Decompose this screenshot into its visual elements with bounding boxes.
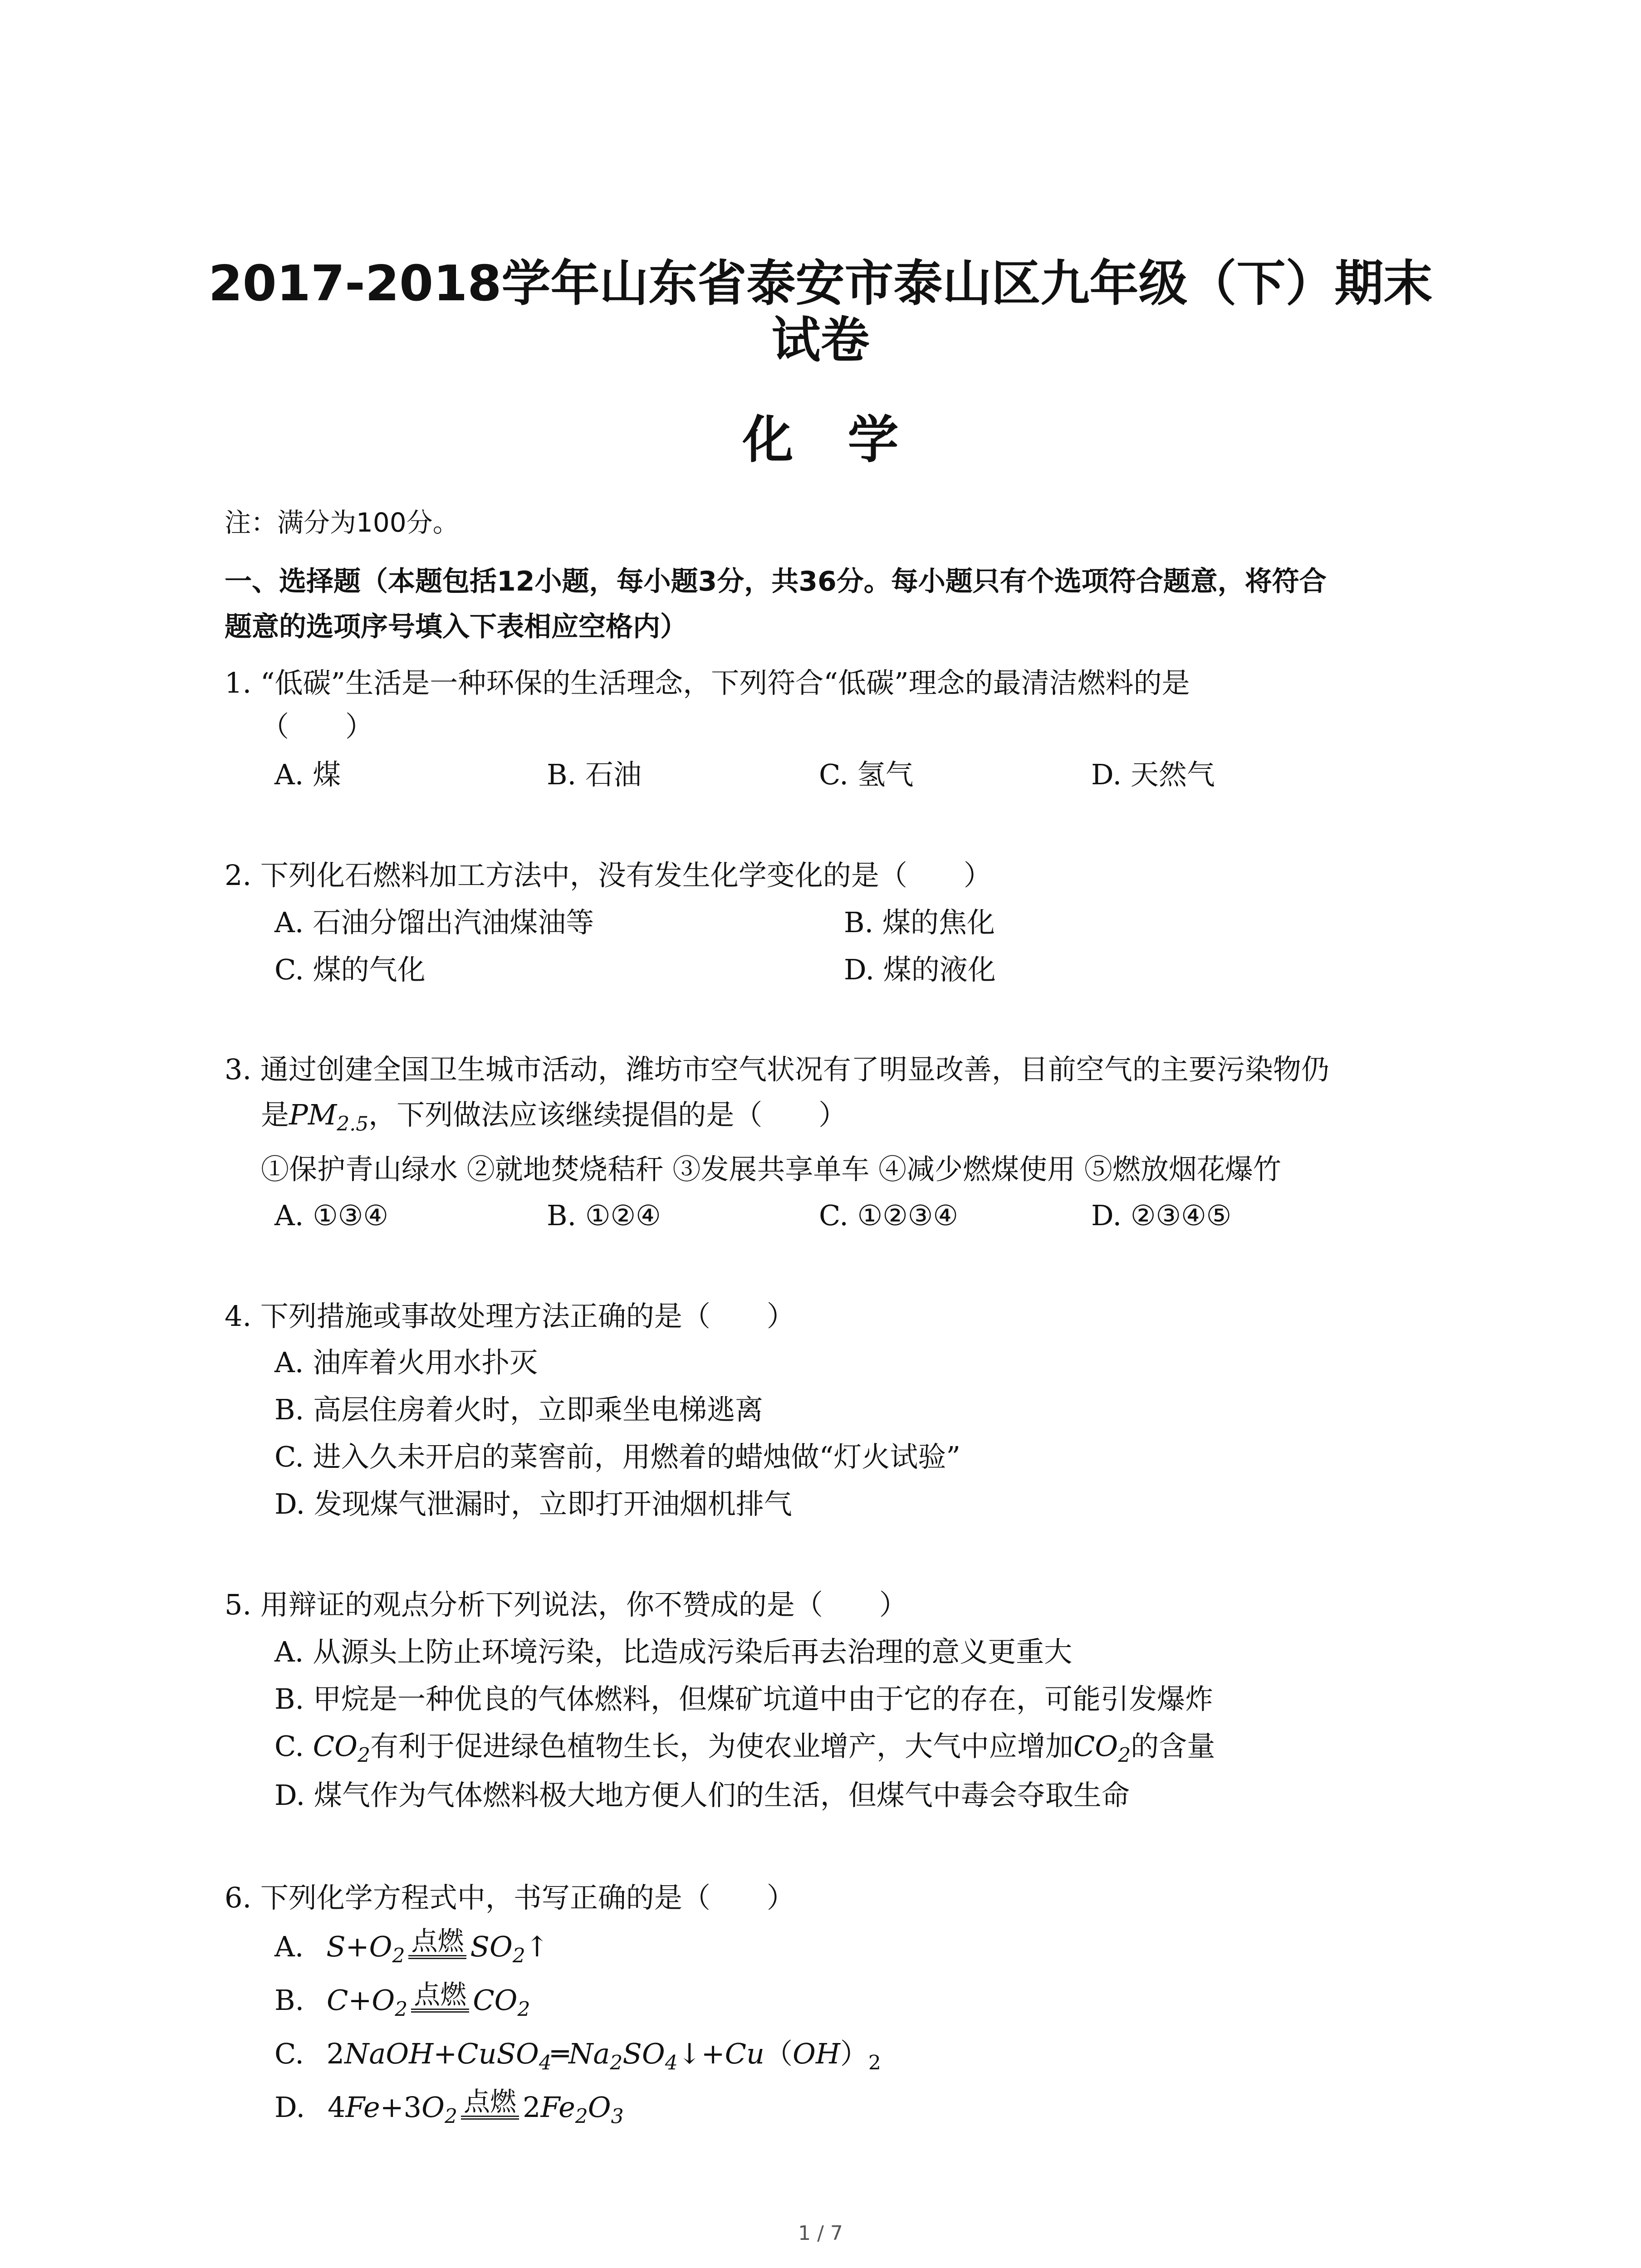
- question-3-option-b: B. ①②④: [547, 1199, 661, 1232]
- question-3-items: ①保护青山绿水 ②就地焚烧秸秆 ③发展共享单车 ④减少燃煤使用 ⑤燃放烟花爆竹: [261, 1153, 1281, 1186]
- question-1-option-c: C. 氢气: [819, 758, 914, 791]
- question-1-blank: （ ）: [261, 710, 374, 743]
- ignite-condition: 点燃: [411, 1980, 469, 2013]
- question-3-option-a: A. ①③④: [274, 1199, 388, 1232]
- question-1-option-b: B. 石油: [547, 758, 642, 791]
- question-3-option-c: C. ①②③④: [819, 1199, 958, 1232]
- question-1-option-d: D. 天然气: [1091, 758, 1215, 791]
- question-5-option-b: B. 甲烷是一种优良的气体燃料，但煤矿坑道中由于它的存在，可能引发爆炸: [274, 1682, 1213, 1716]
- question-2-option-c: C. 煤的气化: [274, 953, 426, 986]
- exam-title-line2: 试卷: [771, 312, 870, 369]
- question-6-option-a: A. $S+O_2$ 点燃 $SO_2↑$: [274, 1926, 549, 1968]
- question-4-option-c: C. 进入久未开启的菜窖前，用燃着的蜡烛做“灯火试验”: [274, 1440, 961, 1473]
- question-5-option-d: D. 煤气作为气体燃料极大地方便人们的生活，但煤气中毒会夺取生命: [274, 1779, 1130, 1812]
- question-3-stem-post: ，下列做法应该继续提倡的是（ ）: [368, 1098, 847, 1131]
- question-6-option-d: D. $4Fe+3O_2$ 点燃 $2Fe_2O_3$: [274, 2086, 624, 2128]
- exam-title-line1: 2017-2018学年山东省泰安市泰山区九年级（下）期末: [208, 255, 1433, 312]
- question-2-option-d: D. 煤的液化: [844, 953, 996, 986]
- question-6-stem: 6. 下列化学方程式中，书写正确的是（ ）: [225, 1881, 795, 1914]
- question-5-stem: 5. 用辩证的观点分析下列说法，你不赞成的是（ ）: [225, 1588, 907, 1621]
- co2-formula: CO: [1073, 1730, 1118, 1763]
- score-note: 注：满分为100分。: [225, 507, 459, 538]
- question-4-option-d: D. 发现煤气泄漏时，立即打开油烟机排气: [274, 1487, 792, 1520]
- co2-formula: CO: [313, 1730, 358, 1763]
- question-4-option-a: A. 油库着火用水扑灭: [274, 1346, 538, 1379]
- question-6-option-b: B. $C+O_2$ 点燃 $CO_2$: [274, 1979, 530, 2021]
- question-2-option-b: B. 煤的焦化: [844, 906, 995, 939]
- question-4-option-b: B. 高层住房着火时，立即乘坐电梯逃离: [274, 1393, 763, 1426]
- question-1-stem: 1. “低碳”生活是一种环保的生活理念，下列符合“低碳”理念的最清洁燃料的是: [225, 666, 1190, 699]
- question-3-option-d: D. ②③④⑤: [1091, 1199, 1232, 1232]
- question-4-stem: 4. 下列措施或事故处理方法正确的是（ ）: [225, 1300, 795, 1333]
- option-c-middle: 有利于促进绿色植物生长，为使农业增产，大气中应增加: [370, 1730, 1073, 1763]
- question-3-stem-pre: 是: [261, 1098, 289, 1131]
- question-3-stem-line1: 3. 通过创建全国卫生城市活动，潍坊市空气状况有了明显改善，目前空气的主要污染物仍: [225, 1053, 1329, 1086]
- question-5-option-a: A. 从源头上防止环境污染，比造成污染后再去治理的意义更重大: [274, 1635, 1073, 1668]
- section-heading-line1: 一、选择题（本题包括12小题，每小题3分，共36分。每小题只有个选项符合题意，将符合: [225, 566, 1327, 597]
- subject-heading: 化学: [742, 411, 953, 469]
- option-c-end: 的含量: [1131, 1730, 1215, 1763]
- question-2-option-a: A. 石油分馏出汽油煤油等: [274, 906, 594, 939]
- ignite-condition: 点燃: [461, 2087, 519, 2120]
- question-3-stem-line2: [261, 1097, 847, 1142]
- question-6-option-c: C. $2NaOH+CuSO_4═Na_2SO_4↓+Cu(OH)_2$: [274, 2037, 881, 2075]
- ignite-condition: 点燃: [408, 1927, 466, 1959]
- pm-subscript: 2.5: [337, 1112, 369, 1136]
- question-5-option-c: C. $CO_2$有利于促进绿色植物生长，为使农业增产，大气中应增加$CO_2$的含量: [274, 1730, 1215, 1767]
- option-c-label: C.: [274, 1730, 313, 1763]
- section-heading-line2: 题意的选项序号填入下表相应空格内）: [225, 611, 687, 643]
- page-number: 1 / 7: [798, 2222, 843, 2245]
- pm-formula: PM: [289, 1098, 337, 1131]
- question-1-option-a: A. 煤: [274, 758, 341, 791]
- question-2-stem: 2. 下列化石燃料加工方法中，没有发生化学变化的是（ ）: [225, 859, 992, 892]
